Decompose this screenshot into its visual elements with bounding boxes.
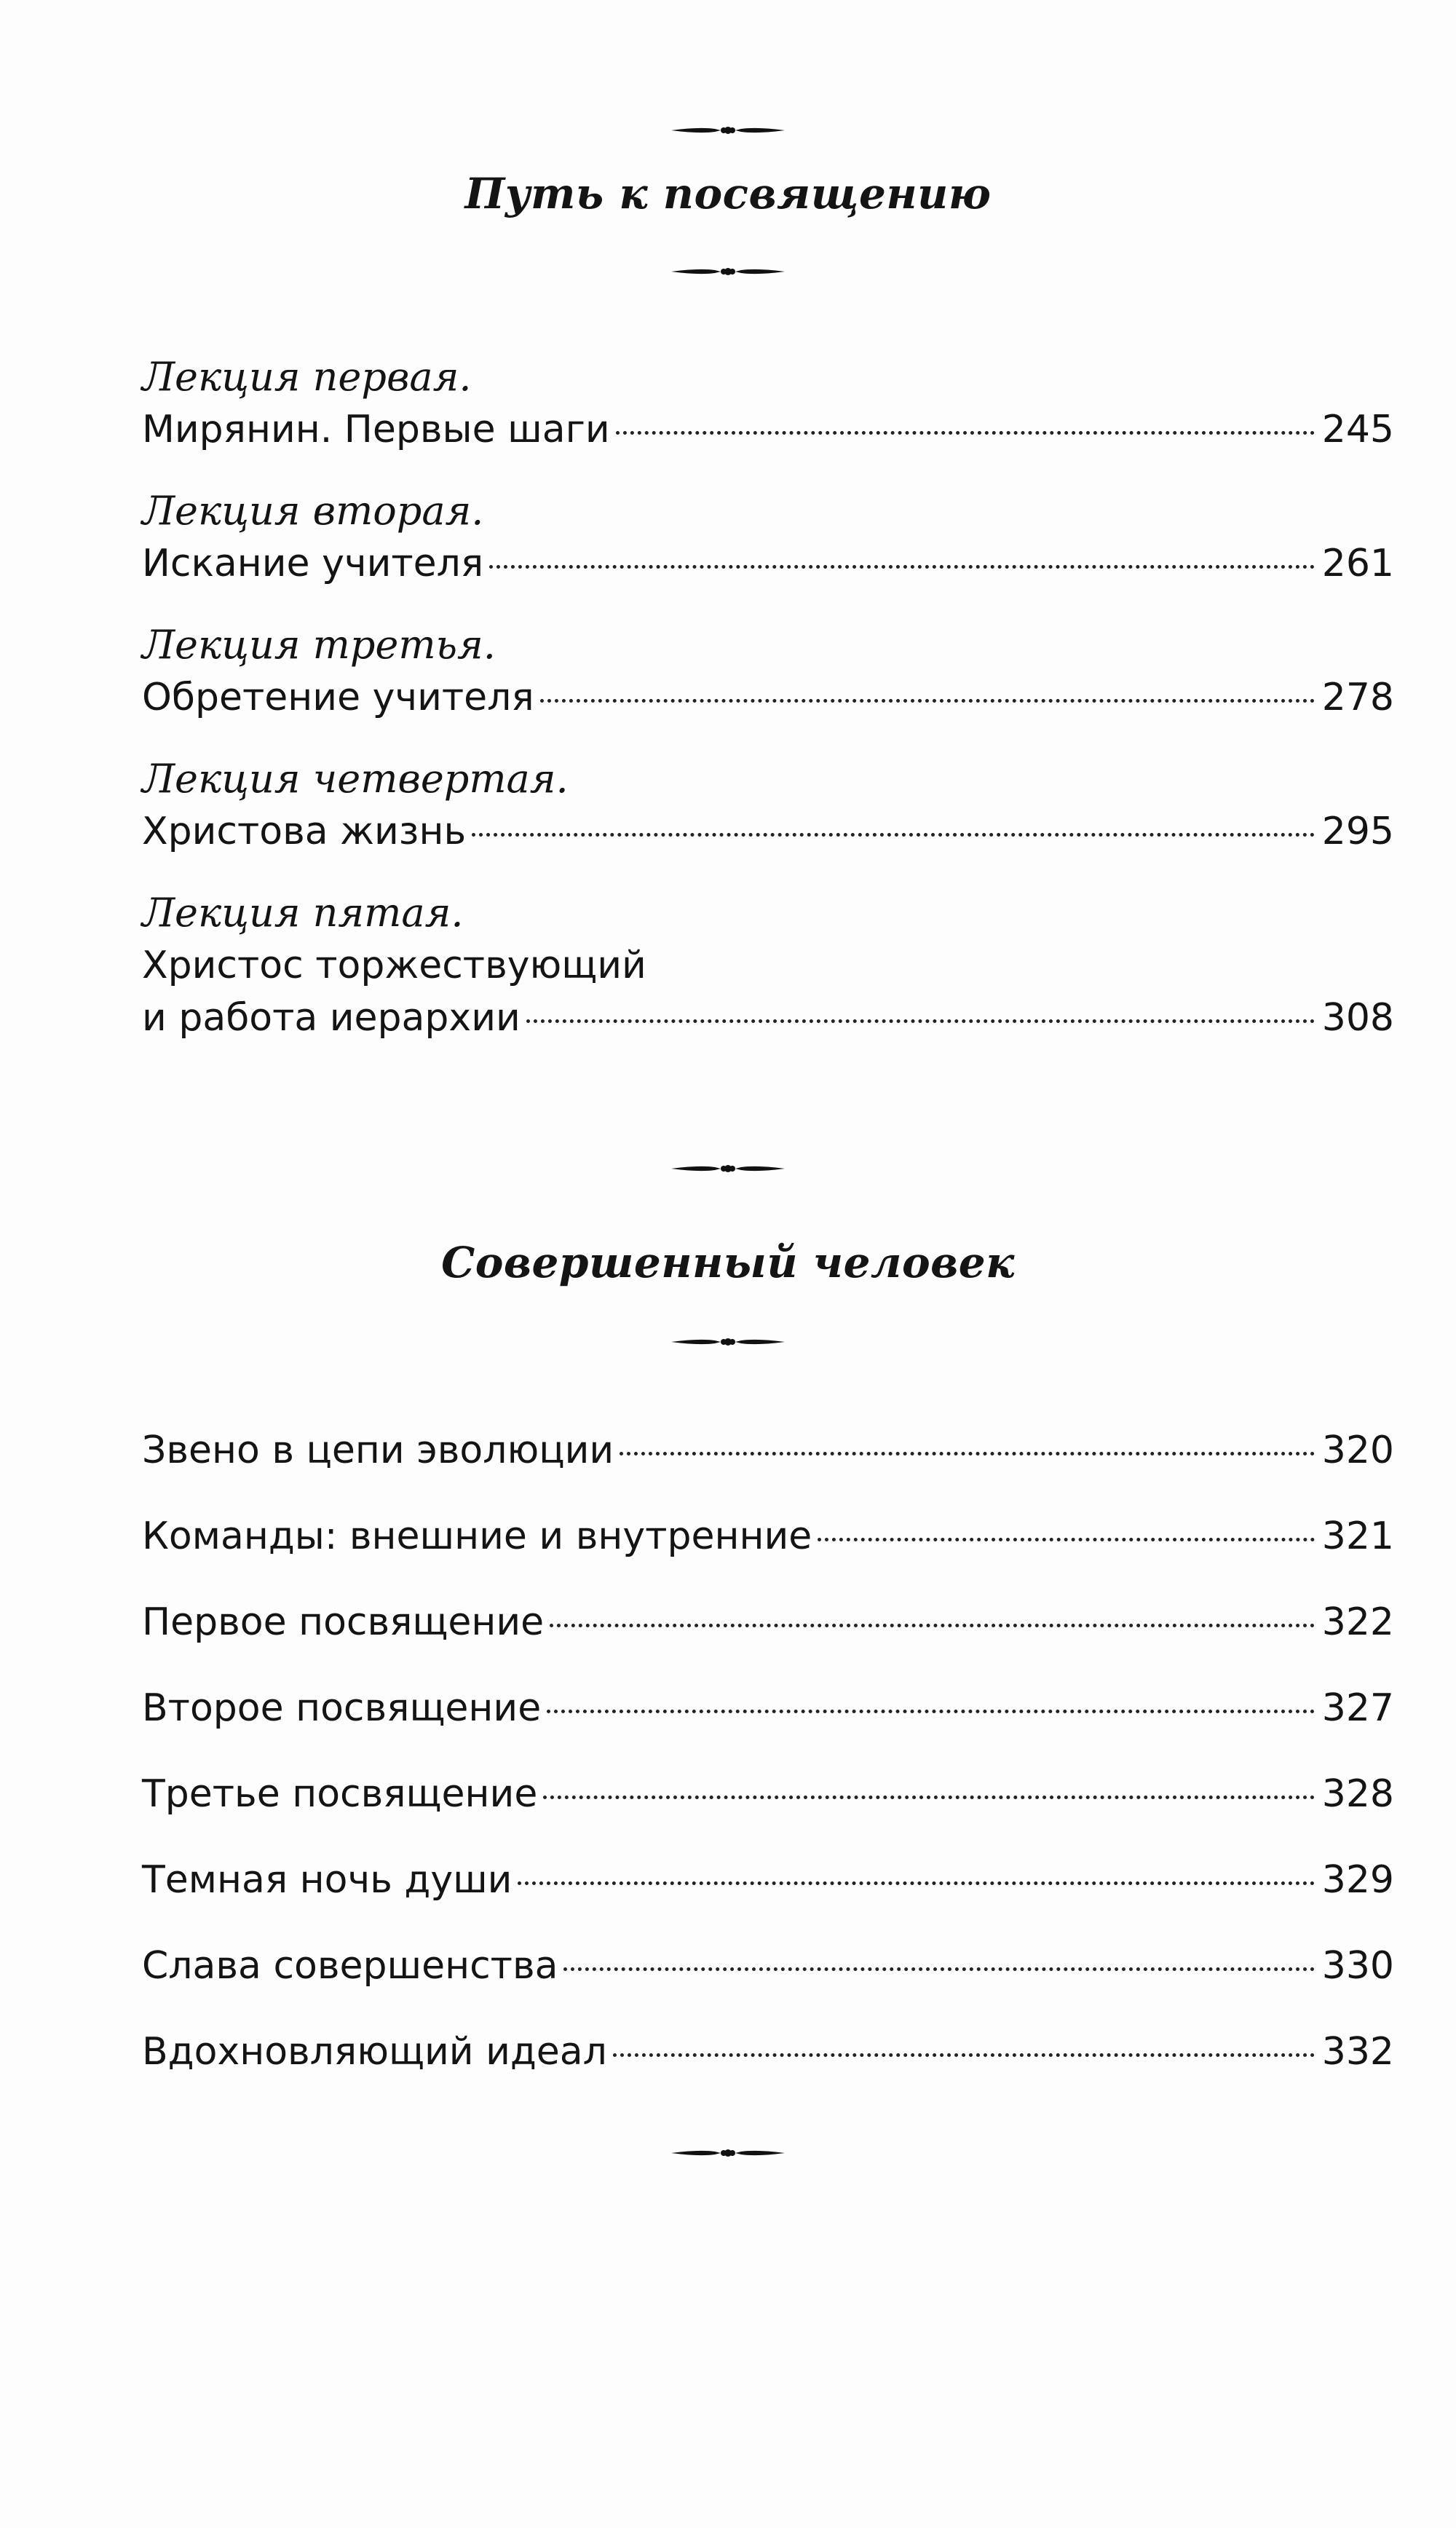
toc-entry-lecture-3[interactable] <box>142 619 1394 724</box>
dot-leader <box>526 1019 1315 1023</box>
toc-title: Слава совершенства <box>142 1944 558 1988</box>
toc-title: Обретение учителя <box>142 676 534 719</box>
toc-entry-lecture-1[interactable] <box>142 351 1394 456</box>
section-title-path-to-initiation: Путь к посвящению <box>464 169 992 218</box>
toc-line <box>142 1940 1394 1992</box>
toc-title: Христова жизнь <box>142 810 467 853</box>
toc-line <box>142 992 1394 1044</box>
toc-title: Мирянин. Первые шаги <box>142 408 610 451</box>
toc-line <box>142 537 1394 590</box>
section-title-perfect-man: Совершенный человек <box>441 1238 1015 1287</box>
toc-entry-lecture-5[interactable] <box>142 887 1394 1044</box>
toc-title: Третье посвящение <box>142 1772 538 1816</box>
lecture-label: Лекция вторая. <box>142 488 484 534</box>
toc-entry[interactable] <box>142 1768 1394 1820</box>
toc-title: Темная ночь души <box>142 1858 513 1902</box>
toc-entry[interactable] <box>142 1854 1394 1906</box>
toc-line <box>142 1510 1394 1563</box>
toc-entry-lecture-2[interactable] <box>142 485 1394 590</box>
toc-page-number: 308 <box>1321 996 1394 1040</box>
toc-page-number: 330 <box>1321 1944 1394 1988</box>
toc-title: и работа иерархии <box>142 996 521 1040</box>
toc-title: Команды: внешние и внутренние <box>142 1514 812 1558</box>
toc-line <box>142 403 1394 456</box>
toc-page-number: 245 <box>1321 408 1394 451</box>
toc-page-number: 328 <box>1321 1772 1394 1816</box>
toc-entry[interactable] <box>142 1682 1394 1734</box>
toc-page-number: 321 <box>1321 1514 1394 1558</box>
dot-leader <box>616 431 1315 435</box>
toc-entry[interactable] <box>142 1424 1394 1477</box>
toc-title: Первое посвящение <box>142 1600 545 1644</box>
toc-page-number: 327 <box>1321 1686 1394 1730</box>
toc-page-number: 261 <box>1321 542 1394 585</box>
toc-page-number: 332 <box>1321 2030 1394 2074</box>
lecture-label: Лекция третья. <box>142 622 496 668</box>
dot-leader <box>818 1538 1315 1541</box>
toc-title: Вдохновляющий идеал <box>142 2030 607 2074</box>
ornament-divider-icon <box>670 2145 786 2161</box>
toc-page-number: 322 <box>1321 1600 1394 1644</box>
ornament-divider-icon <box>670 1334 786 1350</box>
toc-entry[interactable] <box>142 2026 1394 2078</box>
dot-leader <box>613 2053 1315 2057</box>
toc-line <box>142 1424 1394 1477</box>
dot-leader <box>489 565 1315 569</box>
toc-title-line-1: Христос торжествующий <box>142 944 646 987</box>
dot-leader <box>563 1967 1314 1971</box>
lecture-label: Лекция пятая. <box>142 890 464 936</box>
dot-leader <box>543 1796 1314 1799</box>
toc-page-number: 295 <box>1321 810 1394 853</box>
lecture-label: Лекция четвертая. <box>142 756 569 802</box>
toc-line <box>142 805 1394 858</box>
toc-title: Звено в цепи эволюции <box>142 1429 614 1472</box>
toc-page-number: 278 <box>1321 676 1394 719</box>
ornament-divider-icon <box>670 264 786 280</box>
toc-page-number: 320 <box>1321 1429 1394 1472</box>
dot-leader <box>540 699 1315 703</box>
dot-leader <box>472 833 1315 837</box>
ornament-divider-icon <box>670 122 786 138</box>
toc-line <box>142 671 1394 724</box>
toc-entry[interactable] <box>142 1940 1394 1992</box>
toc-line <box>142 1596 1394 1648</box>
toc-line <box>142 1854 1394 1906</box>
toc-entry[interactable] <box>142 1596 1394 1648</box>
dot-leader <box>550 1624 1315 1627</box>
toc-line <box>142 1768 1394 1820</box>
toc-line <box>142 2026 1394 2078</box>
toc-line <box>142 1682 1394 1734</box>
ornament-divider-icon <box>670 1161 786 1177</box>
lecture-label: Лекция первая. <box>142 354 472 400</box>
toc-title: Второе посвящение <box>142 1686 542 1730</box>
dot-leader <box>547 1710 1315 1713</box>
toc-page-number: 329 <box>1321 1858 1394 1902</box>
toc-entry-lecture-4[interactable] <box>142 753 1394 858</box>
toc-title: Искание учителя <box>142 542 484 585</box>
dot-leader <box>518 1881 1314 1885</box>
toc-entry[interactable] <box>142 1510 1394 1563</box>
dot-leader <box>620 1452 1315 1455</box>
